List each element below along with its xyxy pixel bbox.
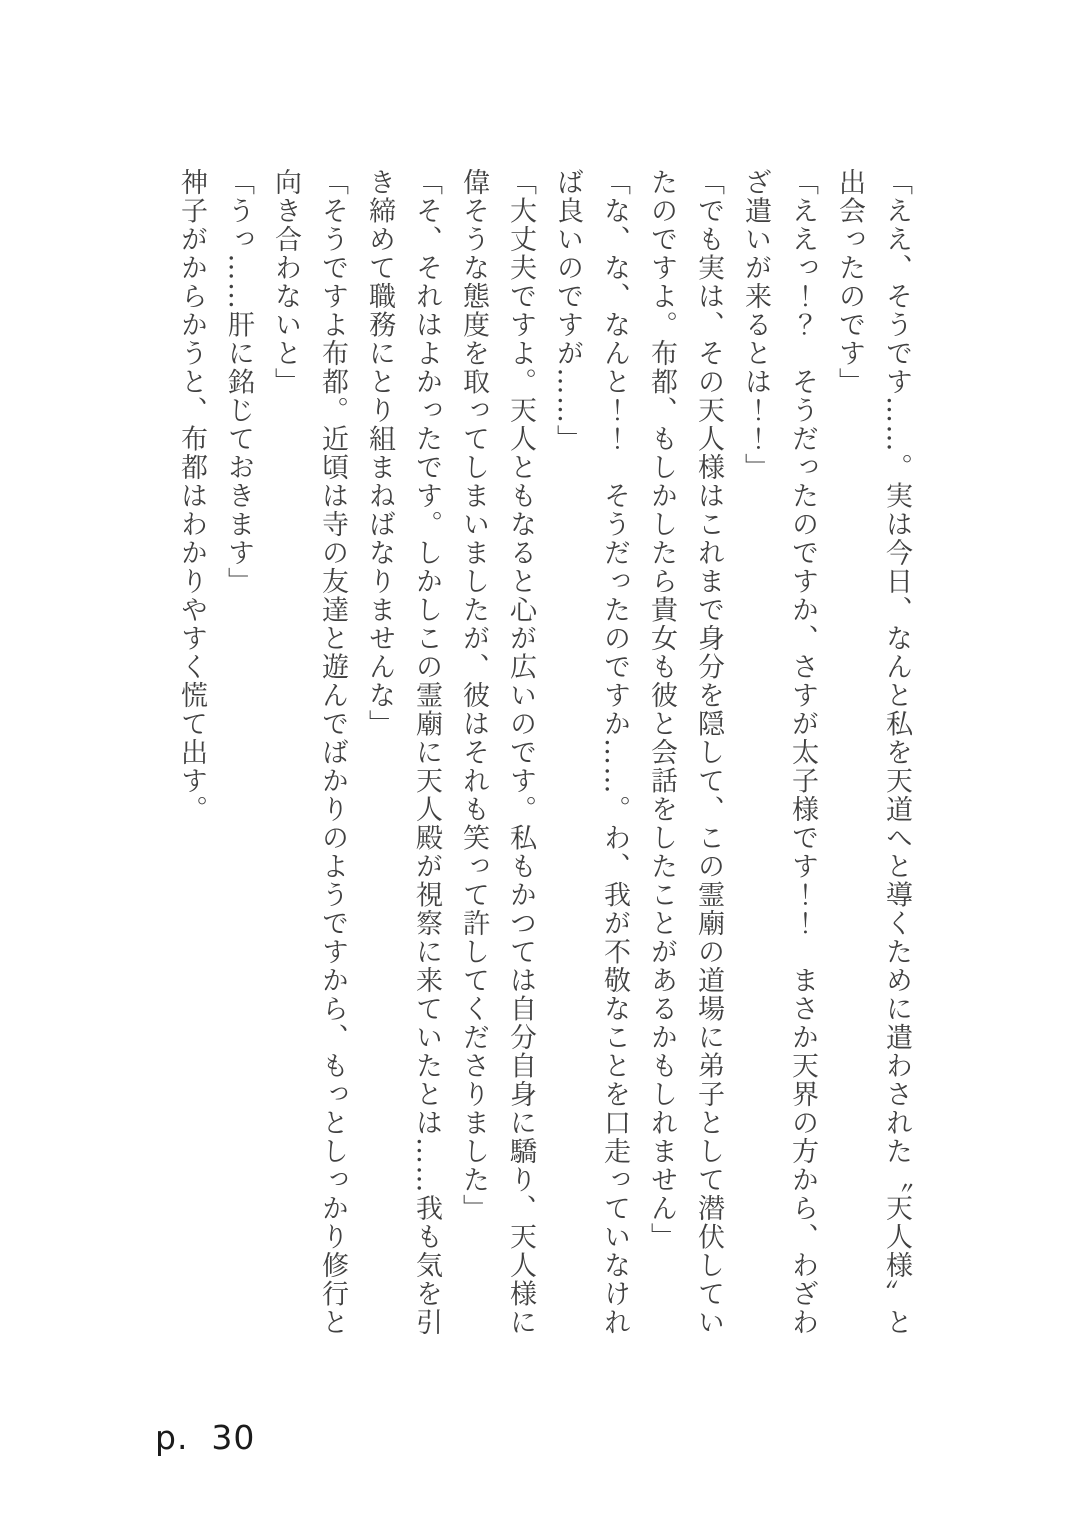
text-line: 「ええ、そうです……。実は今日、なんと私を天道へと導くために遣わされた〝天人様〟と [881,168,912,1337]
text-line: 「そうですよ布都。近頃は寺の友達と遊んでばかりのようですから、もっとしっかり修行と [317,168,348,1337]
text-line: たのですよ。布都、もしかしたら貴女も彼と会話をしたことがあるかもしれません」 [646,168,677,1251]
text-line: ざ遣いが来るとは！！」 [740,168,771,482]
text-line: 「ええっ！？ そうだったのですか、さすが太子様です！！ まさか天界の方から、わざわ [787,168,818,1337]
text-line: 向き合わないと」 [270,168,301,396]
text-line: 「うっ……肝に銘じておきます」 [223,168,254,596]
text-line: 出会ったのです」 [834,168,865,396]
text-line: 「でも実は、その天人様はこれまで身分を隠して、この霊廟の道場に弟子として潜伏してい [693,168,724,1337]
text-line: ば良いのですが……」 [552,168,583,453]
page-number: p. 30 [155,1418,256,1457]
text-line: 「そ、それはよかったです。しかしこの霊廟に天人殿が視察に来ていたとは……我も気を引 [411,168,442,1337]
text-line: 偉そうな態度を取ってしまいましたが、彼はそれも笑って許してくださりました」 [458,168,489,1223]
text-line: き締めて職務にとり組まねばなりませんな」 [364,168,395,738]
text-line: 神子がからかうと、布都はわかりやすく慌て出す。 [176,168,207,824]
vertical-text-block [168,168,920,1403]
text-line: 「大丈夫ですよ。天人ともなると心が広いのです。私もかつては自分自身に驕り、天人様に [505,168,536,1337]
text-line: 「な、な、なんと！！ そうだったのですか……。わ、我が不敬なことを口走っていなけれ [599,168,630,1337]
